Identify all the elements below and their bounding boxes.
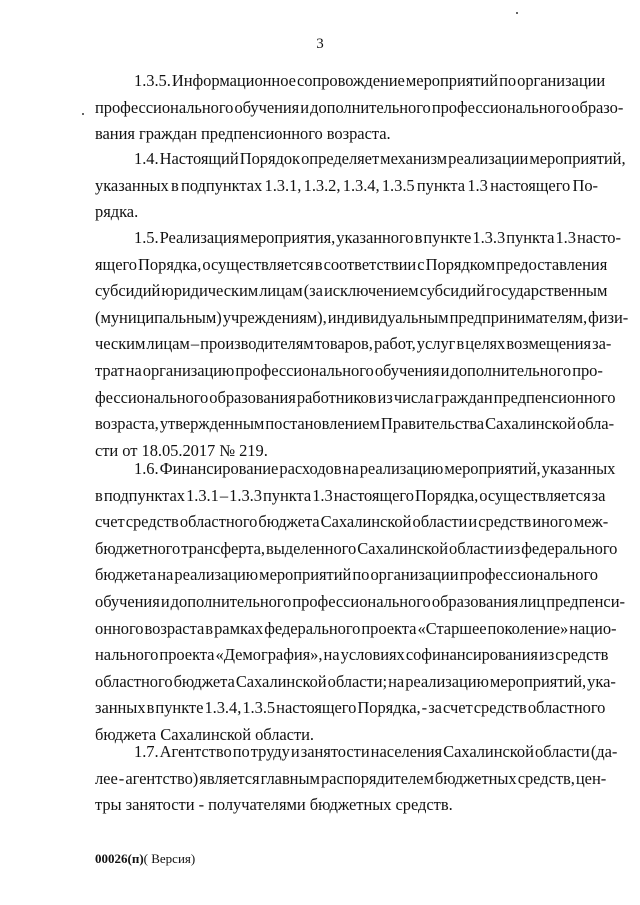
page-number: 3 bbox=[316, 36, 324, 52]
paragraph-line: 1.3.5. Информационное сопровождение мероприятий по организации bbox=[134, 71, 606, 90]
paragraph-line: указанных в подпунктах 1.3.1, 1.3.2, 1.3.4, 1.3.5 пункта 1.3 настоящего По- bbox=[95, 176, 598, 195]
paragraph-line: занных в пункте 1.3.4, 1.3.5 настоящего Порядка, - за счет средств областного bbox=[95, 698, 606, 717]
paragraph-line: 1.4. Настоящий Порядок определяет механизм реализации мероприятий, bbox=[134, 149, 626, 168]
paragraph-line: сти от 18.05.2017 № 219. bbox=[95, 441, 268, 460]
paragraph-line: (муниципальным) учреждениям), индивидуальным предпринимателям, физи- bbox=[95, 308, 629, 327]
paragraph-line: ческим лицам – производителям товаров, работ, услуг в целях возмещения за- bbox=[95, 334, 612, 353]
scan-speck bbox=[82, 113, 84, 115]
paragraph-line: рядка. bbox=[95, 202, 139, 221]
paragraph-line: ящего Порядка, осуществляется в соответствии с Порядком предоставления bbox=[95, 255, 608, 274]
paragraph-line: трат на организацию профессионального обучения и дополнительного про- bbox=[95, 361, 603, 380]
document-footer bbox=[95, 851, 195, 867]
paragraph-line: профессионального обучения и дополнительного профессионального образо- bbox=[95, 98, 624, 117]
scan-speck bbox=[516, 12, 518, 14]
paragraph-line: субсидий юридическим лицам (за исключением субсидий государственным bbox=[95, 281, 608, 300]
paragraph-line: в подпунктах 1.3.1 – 1.3.3 пункта 1.3 настоящего Порядка, осуществляется за bbox=[95, 486, 606, 505]
paragraph-line: вания граждан предпенсионного возраста. bbox=[95, 124, 391, 143]
paragraph-line: 1.7. Агентство по труду и занятости населения Сахалинской области (да- bbox=[134, 742, 618, 761]
paragraph-line: возраста, утвержденным постановлением Правительства Сахалинской обла- bbox=[95, 414, 615, 433]
paragraph-line: онного возраста в рамках федерального проекта «Старшее поколение» нацио- bbox=[95, 619, 617, 638]
paragraph-line: областного бюджета Сахалинской области; на реализацию мероприятий, ука- bbox=[95, 672, 616, 691]
paragraph-line: бюджетного трансферта, выделенного Сахалинской области из федерального bbox=[95, 539, 618, 558]
footer-code: 00026(п) bbox=[95, 851, 144, 866]
paragraph-line: бюджета Сахалинской области. bbox=[95, 725, 314, 744]
footer-version-label: ( Версия) bbox=[143, 851, 196, 866]
paragraph-line: счет средств областного бюджета Сахалинской области и средств иного меж- bbox=[95, 512, 609, 531]
paragraph-line: 1.5. Реализация мероприятия, указанного в пункте 1.3.3 пункта 1.3 насто- bbox=[134, 228, 621, 247]
paragraph-line: нального проекта «Демография», на условиях софинансирования из средств bbox=[95, 645, 609, 664]
paragraph-line: тры занятости - получателями бюджетных средств. bbox=[95, 795, 453, 814]
paragraph-line: лее - агентство) является главным распорядителем бюджетных средств, цен- bbox=[95, 769, 607, 788]
paragraph-line: фессионального образования работников из числа граждан предпенсионного bbox=[95, 388, 616, 407]
paragraph-line: бюджета на реализацию мероприятий по организации профессионального bbox=[95, 565, 598, 584]
paragraph-line: 1.6. Финансирование расходов на реализацию мероприятий, указанных bbox=[134, 459, 616, 478]
paragraph-line: обучения и дополнительного профессионального образования лиц предпенси- bbox=[95, 592, 625, 611]
